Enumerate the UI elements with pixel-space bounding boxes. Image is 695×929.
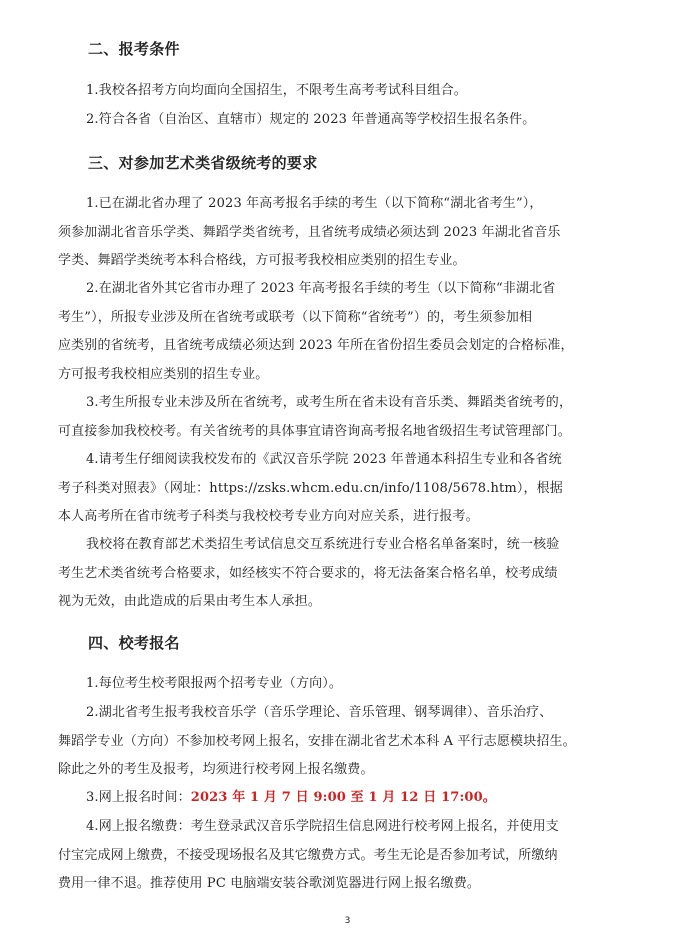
section-heading-registration: 四、校考报名: [88, 634, 180, 652]
registration-time-value: 2023 年 1 月 7 日 9:00 至 1 月 12 日 17:00。: [190, 790, 496, 805]
text-line: 学类、舞蹈学类统考本科合格线，方可报考我校相应类别的招生专业。: [58, 253, 466, 268]
text-line: 3.考生所报专业未涉及所在省统考，或考生所在省未设有音乐类、舞蹈类省统考的，: [86, 395, 573, 410]
text-line: 本人高考所在省市统考子科类与我校校考专业方向对应关系，进行报考。: [58, 509, 479, 524]
paragraph: [58, 446, 638, 532]
text-line: 费用一律不退。推荐使用 PC 电脑端安装谷歌浏览器进行网上报名缴费。: [58, 876, 481, 891]
paragraph: [58, 784, 638, 813]
paragraph: [58, 699, 638, 785]
text-line: 考生”），所报专业涉及所在省统考或联考（以下简称“省统考”）的，考生须参加相: [58, 309, 533, 325]
text-line: 2.在湖北省外其它省市办理了 2023 年高考报名手续的考生（以下简称“非湖北省: [86, 281, 556, 296]
paragraph: [58, 275, 638, 389]
text-line: 付宝完成网上缴费，不接受现场报名及其它缴费方式。考生无论是否参加考试，所缴纳: [58, 847, 558, 863]
text-line: 1.每位考生校考限报两个招考专业（方向）。: [86, 676, 343, 691]
paragraph: [58, 813, 638, 899]
paragraph: [58, 531, 638, 617]
text-line: 我校将在教育部艺术类招生考试信息交互系统进行专业合格名单备案时，统一核验: [86, 537, 560, 552]
text-line: 方可报考我校相应类别的招生专业。: [58, 366, 269, 382]
text-line: 除此之外的考生及报考，均须进行校考网上报名缴费。: [58, 762, 374, 777]
section-heading-requirements: 二、报考条件: [88, 40, 180, 58]
paragraph: [58, 77, 638, 134]
text-line: 可直接参加我校校考。有关省统考的具体事宜请咨询高考报名地省级招生考试管理部门。: [58, 423, 571, 439]
text-line: 视为无效，由此造成的后果由考生本人承担。: [58, 594, 322, 609]
text-line: 舞蹈学专业（方向）不参加校考网上报名，安排在湖北省艺术本科 A 平行志愿模块招生。: [58, 733, 576, 749]
text-line: 1.我校各招考方向均面向全国招生，不限考生高考考试科目组合。: [86, 83, 467, 98]
text-line: 考子科类对照表》（网址：https://zsks.whcm.edu.cn/info/1108/5678.htm），根据: [58, 480, 563, 496]
text-line: 应类别的省统考，且省统考成绩必须达到 2023 年所在省份招生委员会划定的合格标准，: [58, 338, 574, 353]
page-number: 3: [344, 916, 351, 926]
text-line: 须参加湖北省音乐学类、舞蹈学类省统考，且省统考成绩必须达到 2023 年湖北省音乐: [58, 224, 561, 240]
text-line: 4.网上报名缴费：考生登录武汉音乐学院招生信息网进行校考网上报名，并使用支: [86, 819, 559, 834]
paragraph: [58, 190, 638, 276]
text-line: [58, 784, 638, 813]
paragraph: [58, 389, 638, 446]
registration-time-label: 3.网上报名时间：: [86, 790, 191, 805]
paragraph: [58, 670, 638, 699]
text-line: 2.湖北省考生报考我校音乐学（音乐学理论、音乐管理、钢琴调律）、音乐治疗、: [86, 705, 553, 720]
text-line: 2.符合各省（自治区、直辖市）规定的 2023 年普通高等学校招生报名条件。: [86, 111, 536, 127]
text-line: 1.已在湖北省办理了 2023 年高考报名手续的考生（以下简称“湖北省考生”），: [86, 196, 543, 211]
text-line: 4.请考生仔细阅读我校发布的《武汉音乐学院 2023 年普通本科招生专业和各省统: [86, 452, 562, 467]
section-heading-art-exam: 三、对参加艺术类省级统考的要求: [88, 154, 318, 172]
text-line: 考生艺术类省统考合格要求，如经核实不符合要求的，将无法备案合格名单，校考成绩: [58, 565, 558, 581]
